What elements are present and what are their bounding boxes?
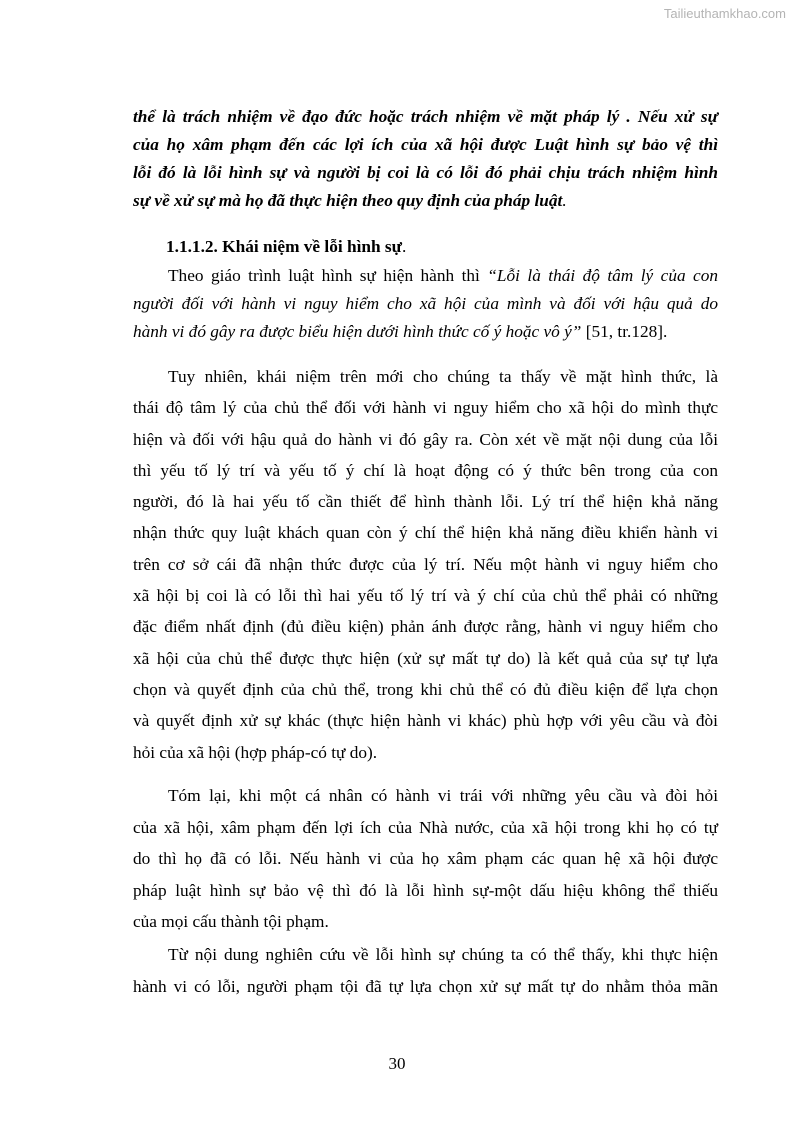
paragraph-line: của mọi cấu thành tội phạm. bbox=[133, 912, 329, 931]
paragraph-5 bbox=[133, 941, 718, 1001]
heading-end-punctuation: . bbox=[402, 237, 407, 256]
section-number: 1.1.1.2. bbox=[166, 237, 218, 256]
paragraph-line: thì yếu tố lý trí và yếu tố ý chí là hoạt động có ý thức bên trong của con bbox=[133, 460, 718, 480]
paragraph-line: Tóm lại, khi một cá nhân có hành vi trái với những yêu cầu và đòi hỏi bbox=[168, 786, 718, 805]
paragraph-line: của họ xâm phạm đến các lợi ích của xã hội được Luật hình sự bảo vệ thì bbox=[133, 135, 718, 154]
paragraph-line: chọn và quyết định của chủ thể, trong khi chủ thể có đủ điều kiện để lựa chọn bbox=[133, 679, 718, 699]
paragraph-line: xã hội bị coi là có lỗi thì hai yếu tố lý trí và ý chí của chủ thể phải có những bbox=[133, 586, 718, 606]
paragraph-4 bbox=[133, 782, 718, 936]
paragraph-line: trên cơ sở cái đã nhận thức được của lý trí. Nếu một hành vi nguy hiểm cho bbox=[133, 554, 718, 574]
intro-paragraph bbox=[133, 103, 718, 215]
paragraph-line bbox=[133, 262, 718, 290]
paragraph-line-text: sự về xử sự mà họ đã thực hiện theo quy định của pháp luật bbox=[133, 191, 563, 210]
paragraph-line: đặc điểm nhất định (đủ điều kiện) phản ánh được rằng, hành vi nguy hiểm cho bbox=[133, 617, 718, 637]
paragraph-line bbox=[133, 187, 718, 215]
watermark-text: Tailieuthamkhao.com bbox=[663, 6, 786, 21]
definition-citation: [51, tr.128]. bbox=[581, 322, 668, 341]
definition-paragraph bbox=[133, 262, 718, 346]
paragraph-line: pháp luật hình sự bảo vệ thì đó là lỗi hình sự-một dấu hiệu không thể thiếu bbox=[133, 880, 718, 900]
definition-quote-start: “Lỗi là thái độ tâm lý của con bbox=[487, 266, 718, 285]
paragraph-line: thái độ tâm lý của chủ thể đối với hành vi nguy hiểm cho xã hội do mình thực bbox=[133, 398, 718, 418]
definition-lead: Theo giáo trình luật hình sự hiện hành thì bbox=[168, 266, 488, 285]
paragraph-line: Từ nội dung nghiên cứu về lỗi hình sự chúng ta có thể thấy, khi thực hiện bbox=[168, 945, 718, 964]
paragraph-line: của xã hội, xâm phạm đến lợi ích của Nhà nước, của xã hội trong khi họ có tự bbox=[133, 817, 718, 837]
line-end-punctuation: . bbox=[562, 191, 567, 210]
paragraph-line: và quyết định xử sự khác (thực hiện hành vi khác) phù hợp với yêu cầu và đòi bbox=[133, 711, 718, 731]
paragraph-line: lỗi đó là lỗi hình sự và người bị coi là có lỗi đó phải chịu trách nhiệm hình bbox=[133, 163, 718, 182]
definition-quote-line: người đối với hành vi nguy hiểm cho xã hội của mình và đối với hậu quả do bbox=[133, 294, 718, 313]
paragraph-3 bbox=[133, 363, 718, 767]
section-title: Khái niệm về lỗi hình sự bbox=[222, 237, 403, 256]
paragraph-line: xã hội của chủ thể được thực hiện (xử sự mất tự do) là kết quả của sự tự lựa bbox=[133, 648, 718, 668]
paragraph-line: người, đó là hai yếu tố cần thiết để hình thành lỗi. Lý trí thể hiện khả năng bbox=[133, 492, 718, 512]
paragraph-line: thể là trách nhiệm về đạo đức hoặc trách nhiệm về mặt pháp lý . Nếu xử sự bbox=[133, 107, 718, 126]
paragraph-line: do thì họ đã có lỗi. Nếu hành vi của họ xâm phạm các quan hệ xã hội được bbox=[133, 849, 718, 868]
definition-quote-end: hành vi đó gây ra được biểu hiện dưới hình thức cố ý hoặc vô ý” bbox=[133, 322, 582, 341]
paragraph-line: hành vi có lỗi, người phạm tội đã tự lựa chọn xử sự mất tự do nhằm thỏa mãn bbox=[133, 976, 718, 996]
paragraph-line: nhận thức quy luật khách quan còn ý chí thể hiện khả năng điều khiển hành vi bbox=[133, 523, 718, 543]
page-number: 30 bbox=[388, 1054, 406, 1073]
paragraph-line bbox=[133, 318, 718, 346]
paragraph-line: hỏi của xã hội (hợp pháp-có tự do). bbox=[133, 742, 378, 762]
paragraph-line: hiện và đối với hậu quả do hành vi đó gây ra. Còn xét về mặt nội dung của lỗi bbox=[133, 429, 718, 449]
paragraph-line: Tuy nhiên, khái niệm trên mới cho chúng ta thấy về mặt hình thức, là bbox=[168, 367, 718, 386]
section-heading bbox=[166, 233, 406, 261]
